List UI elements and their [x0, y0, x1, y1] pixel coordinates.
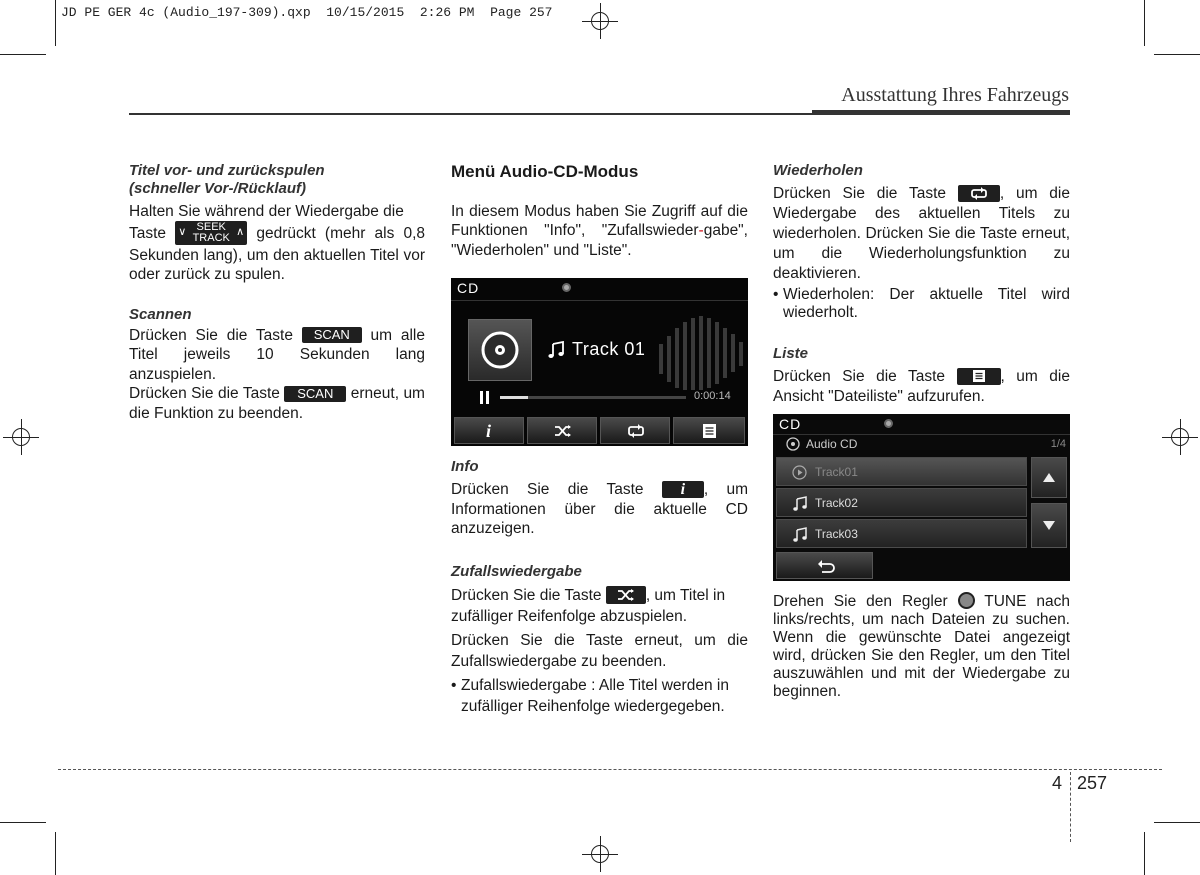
- paragraph-intro: In diesem Modus haben Sie Zugriff auf die Funktionen "Info", "Zufallswieder-gabe", "Wiederholen" und "Liste".: [451, 202, 748, 259]
- column-3-lower: [773, 592, 1070, 701]
- crop-mark: [1144, 832, 1145, 875]
- scan-key: SCAN: [302, 327, 362, 343]
- paragraph-shuffle-stop: Drücken Sie die Taste erneut, um die Zufallswiedergabe zu beenden.: [451, 631, 748, 670]
- header-rule-accent: [812, 110, 1070, 115]
- screen-title: CD: [457, 280, 480, 296]
- equalizer-graphic-icon: [651, 304, 748, 390]
- repeat-icon: [627, 424, 645, 438]
- bullet-shuffle: • Zufallswiedergabe : Alle Titel werden in zufälliger Reihenfolge wiedergegeben.: [451, 676, 729, 715]
- chapter-number: 4: [1052, 773, 1063, 793]
- progress-bar[interactable]: [500, 396, 686, 399]
- crop-mark: [1144, 0, 1145, 46]
- crop-mark: [1154, 54, 1200, 55]
- cd-indicator-icon: [884, 419, 893, 428]
- crop-mark: [1154, 822, 1200, 823]
- paragraph-scan: Drücken Sie die Taste SCAN um alle Titel jeweils 10 Sekunden lang anzuspielen.: [129, 326, 425, 383]
- repeat-button[interactable]: [600, 417, 670, 444]
- cd-playback-screen: [451, 278, 748, 446]
- registration-mark: [1162, 419, 1198, 455]
- running-head: Ausstattung Ihres Fahrzeugs: [841, 84, 1069, 106]
- list-item[interactable]: Track03: [776, 519, 1027, 548]
- paragraph-seek: Halten Sie während der Wiedergabe die Taste ∨ SEEK TRACK ∧ gedrückt (mehr als 0,8 Sekunden lang), um den aktuellen Titel vor oder zurück zu spulen.: [129, 203, 426, 283]
- crop-mark: [0, 822, 46, 823]
- track-title: Track 01: [572, 339, 646, 359]
- column-2-lower: [451, 458, 748, 717]
- music-note-icon: [793, 496, 807, 511]
- disc-icon: [469, 320, 531, 380]
- pause-icon[interactable]: [480, 391, 491, 404]
- info-button[interactable]: i: [454, 417, 524, 444]
- tune-knob-icon: [958, 592, 975, 609]
- list-icon: [703, 424, 716, 438]
- crop-mark: [0, 54, 46, 55]
- scroll-up-button[interactable]: [1031, 457, 1067, 498]
- album-art: [468, 319, 532, 381]
- arrow-down-icon: [1043, 521, 1055, 530]
- arrow-up-icon: [1043, 473, 1055, 482]
- paragraph-repeat: Drücken Sie die Taste , um die Wiedergabe des aktuellen Titels zu wiederholen. Drücken Sie die Taste erneut, um die Wiederholungsfunktion zu deaktivieren.: [773, 185, 1070, 282]
- cd-list-screen: [773, 414, 1070, 581]
- paragraph-list: Drücken Sie die Taste , um die Ansicht "Dateiliste" aufzurufen.: [773, 368, 1070, 405]
- page-indicator: 1/4: [1050, 438, 1066, 450]
- list-item[interactable]: Track02: [776, 488, 1027, 517]
- bullet-repeat: • Wiederholen: Der aktuelle Titel wird wiederholt.: [773, 286, 1070, 321]
- crop-mark: [55, 0, 56, 46]
- subheading-list: Liste: [773, 345, 809, 362]
- progress-fill: [500, 396, 528, 399]
- registration-mark: [3, 419, 39, 455]
- screen-divider: [773, 434, 1070, 435]
- footer-divider: [1070, 772, 1071, 842]
- print-slug: JD PE GER 4c (Audio_197-309).qxp 10/15/2015 2:26 PM Page 257: [61, 5, 553, 20]
- play-icon: [792, 465, 807, 480]
- subheading-seek: Titel vor- und zurückspulen (schneller Vor-/Rücklauf): [129, 162, 325, 197]
- screen-title: CD: [779, 416, 802, 432]
- paragraph-shuffle: Drücken Sie die Taste , um Titel in zufälliger Reifenfolge abzuspielen.: [451, 586, 726, 625]
- repeat-key: [958, 185, 1000, 202]
- list-key: [957, 368, 1001, 385]
- music-note-icon: [793, 527, 807, 542]
- paragraph-info: Drücken Sie die Taste i , um Informationen über die aktuelle CD anzuzeigen.: [451, 481, 748, 537]
- section-heading: Menü Audio-CD-Modus: [451, 162, 639, 181]
- screen-divider: [451, 300, 748, 301]
- info-key: i: [662, 481, 704, 498]
- music-note-icon: [548, 341, 564, 359]
- back-icon: [817, 560, 835, 573]
- list-item[interactable]: Track01: [776, 457, 1027, 486]
- subheading-info: Info: [451, 458, 479, 475]
- cd-indicator-icon: [562, 283, 571, 292]
- back-button[interactable]: [776, 552, 873, 579]
- scroll-down-button[interactable]: [1031, 503, 1067, 548]
- registration-mark: [582, 3, 618, 39]
- seek-track-key: ∨ SEEK TRACK ∧: [175, 221, 247, 245]
- shuffle-button[interactable]: [527, 417, 597, 444]
- crop-mark: [55, 832, 56, 875]
- footer-rule: [58, 769, 1162, 770]
- scan-key: SCAN: [284, 386, 346, 402]
- subheading-repeat: Wiederholen: [773, 162, 863, 179]
- subheading-shuffle: Zufallswiedergabe: [451, 562, 582, 580]
- column-3: [773, 162, 1070, 407]
- shuffle-icon: [554, 425, 572, 437]
- page-number: 257: [1077, 773, 1108, 793]
- paragraph-tune: Drehen Sie den Regler TUNE nach links/rechts, um nach Dateien zu suchen. Wenn die gewünschte Datei angezeigt wird, drücken Sie den Regler, um den Titel auszuwählen und mit der Wiedergabe zu beginnen.: [773, 593, 1070, 700]
- subheading-scan: Scannen: [129, 305, 192, 323]
- shuffle-key: [606, 586, 646, 604]
- disc-icon: [786, 437, 800, 451]
- column-2: [451, 162, 748, 260]
- list-button[interactable]: [673, 417, 745, 444]
- folder-label: Audio CD: [806, 437, 858, 451]
- elapsed-time: 0:00:14: [694, 390, 731, 402]
- paragraph-scan-stop: Drücken Sie die Taste SCAN erneut, um die Funktion zu beenden.: [129, 385, 425, 422]
- registration-mark: [582, 836, 618, 872]
- column-1: [129, 162, 425, 423]
